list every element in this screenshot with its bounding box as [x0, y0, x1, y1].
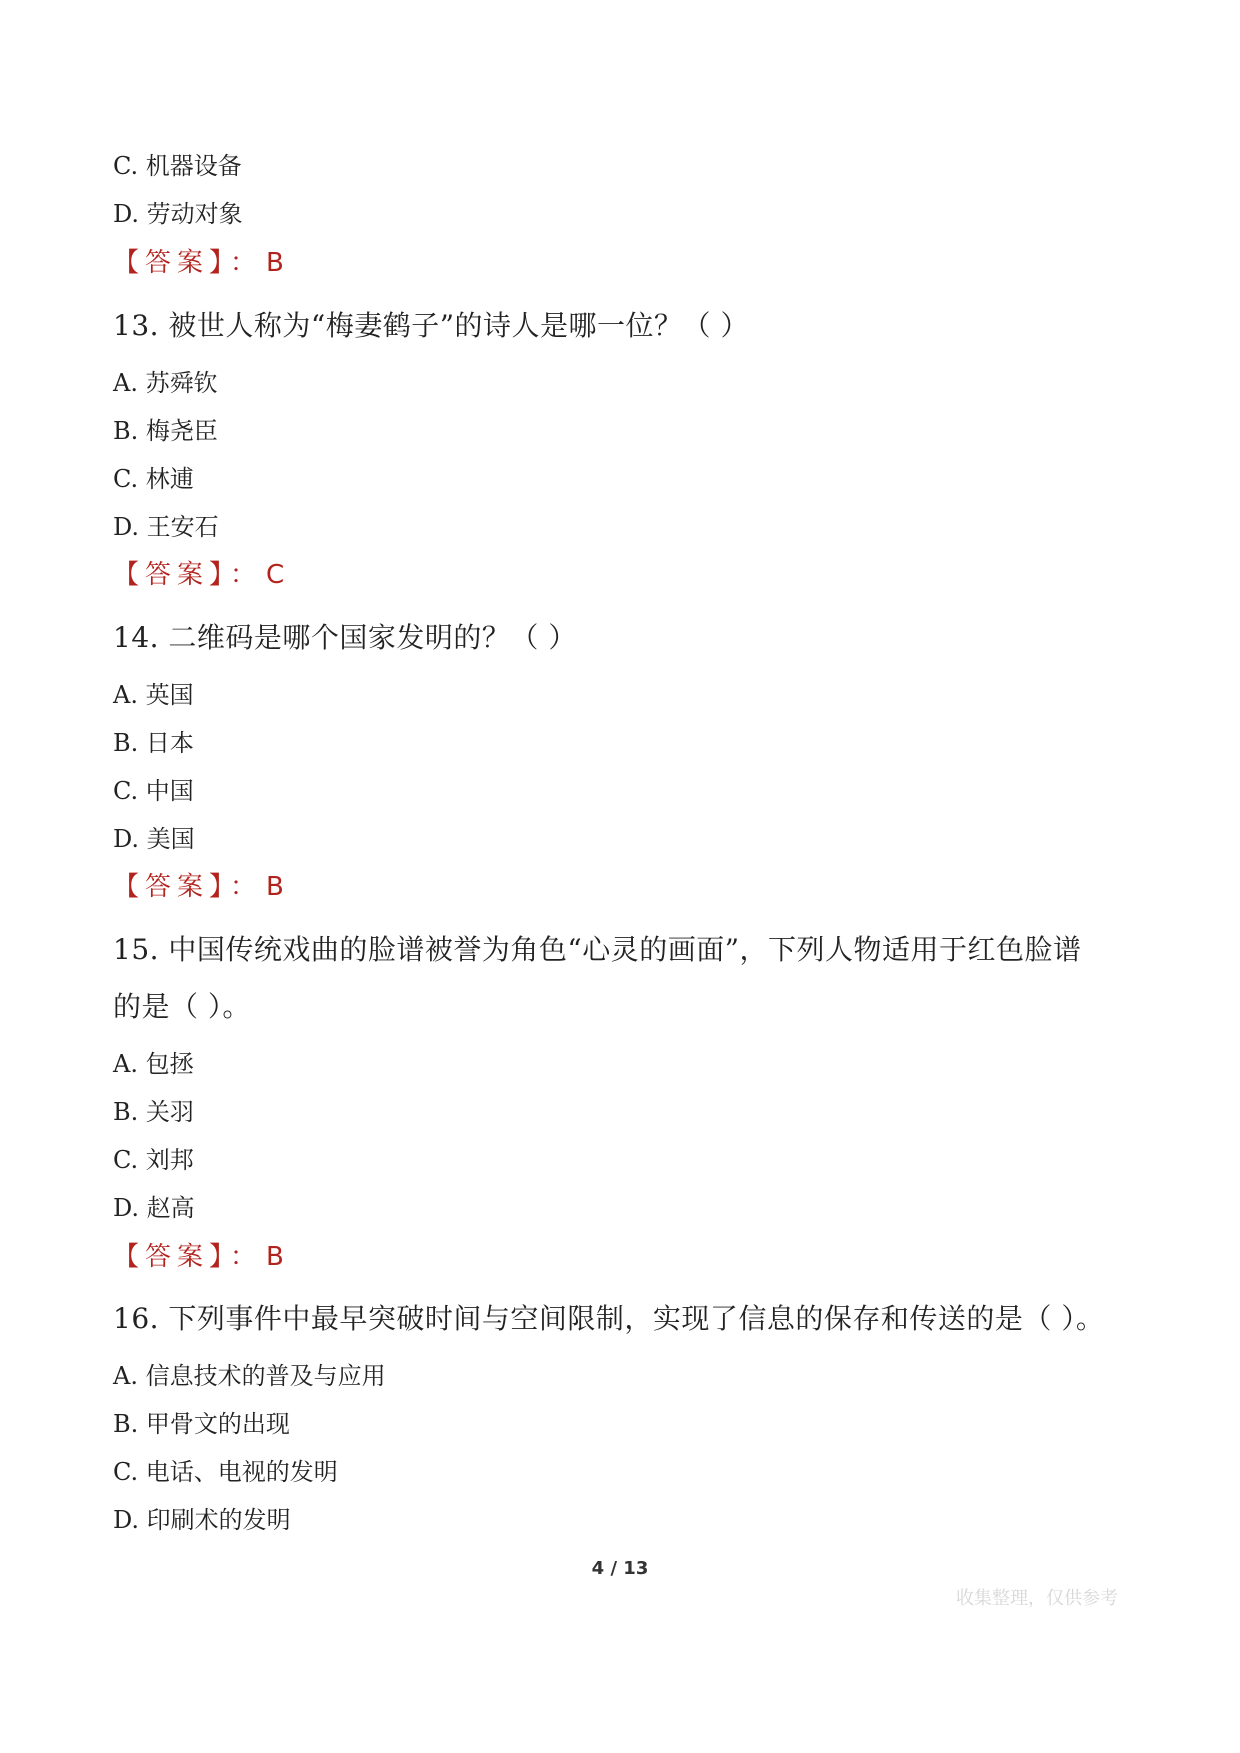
answer-colon: ：	[230, 872, 257, 902]
option-b: B. 关羽	[113, 1098, 194, 1126]
answer-line	[113, 246, 284, 280]
option-b: B. 梅尧臣	[113, 417, 218, 445]
option-d: D. 印刷术的发明	[113, 1506, 291, 1534]
answer-value: C	[266, 560, 285, 590]
answer-colon: ：	[230, 1242, 257, 1272]
answer-colon: ：	[230, 248, 257, 278]
option-b: B. 甲骨文的出现	[113, 1410, 290, 1438]
option-b: B. 日本	[113, 729, 194, 757]
question-15-line-1: 15. 中国传统戏曲的脸谱被誉为角色“心灵的画面”，下列人物适用于红色脸谱	[113, 933, 1082, 966]
answer-line	[113, 558, 284, 592]
answer-value: B	[266, 1242, 284, 1272]
option-a: A. 包拯	[113, 1050, 194, 1078]
option-d: D. 美国	[113, 825, 195, 853]
option-d: D. 赵高	[113, 1194, 195, 1222]
answer-value: B	[266, 248, 284, 278]
answer-label: 【答案】	[113, 560, 229, 590]
option-c: C. 林逋	[113, 465, 194, 493]
watermark: 收集整理，仅供参考	[956, 1588, 1118, 1609]
option-a: A. 英国	[113, 681, 194, 709]
option-a: A. 信息技术的普及与应用	[113, 1362, 386, 1390]
option-a: A. 苏舜钦	[113, 369, 218, 397]
option-d: D. 劳动对象	[113, 200, 243, 228]
option-c: C. 刘邦	[113, 1146, 194, 1174]
page-number: 4 / 13	[591, 1558, 649, 1579]
option-c: C. 机器设备	[113, 152, 242, 180]
answer-colon: ：	[230, 560, 257, 590]
answer-line	[113, 870, 284, 904]
question-13: 13. 被世人称为“梅妻鹤子”的诗人是哪一位？（ ）	[113, 309, 749, 342]
answer-line	[113, 1240, 284, 1274]
answer-label: 【答案】	[113, 1242, 229, 1272]
option-c: C. 电话、电视的发明	[113, 1458, 338, 1486]
answer-label: 【答案】	[113, 248, 229, 278]
option-d: D. 王安石	[113, 513, 219, 541]
answer-label: 【答案】	[113, 872, 229, 902]
question-14: 14. 二维码是哪个国家发明的？（ ）	[113, 621, 577, 654]
answer-value: B	[266, 872, 284, 902]
question-16: 16. 下列事件中最早突破时间与空间限制，实现了信息的保存和传送的是（ ）。	[113, 1302, 1105, 1335]
option-c: C. 中国	[113, 777, 194, 805]
question-15-line-2: 的是（ ）。	[113, 990, 251, 1023]
